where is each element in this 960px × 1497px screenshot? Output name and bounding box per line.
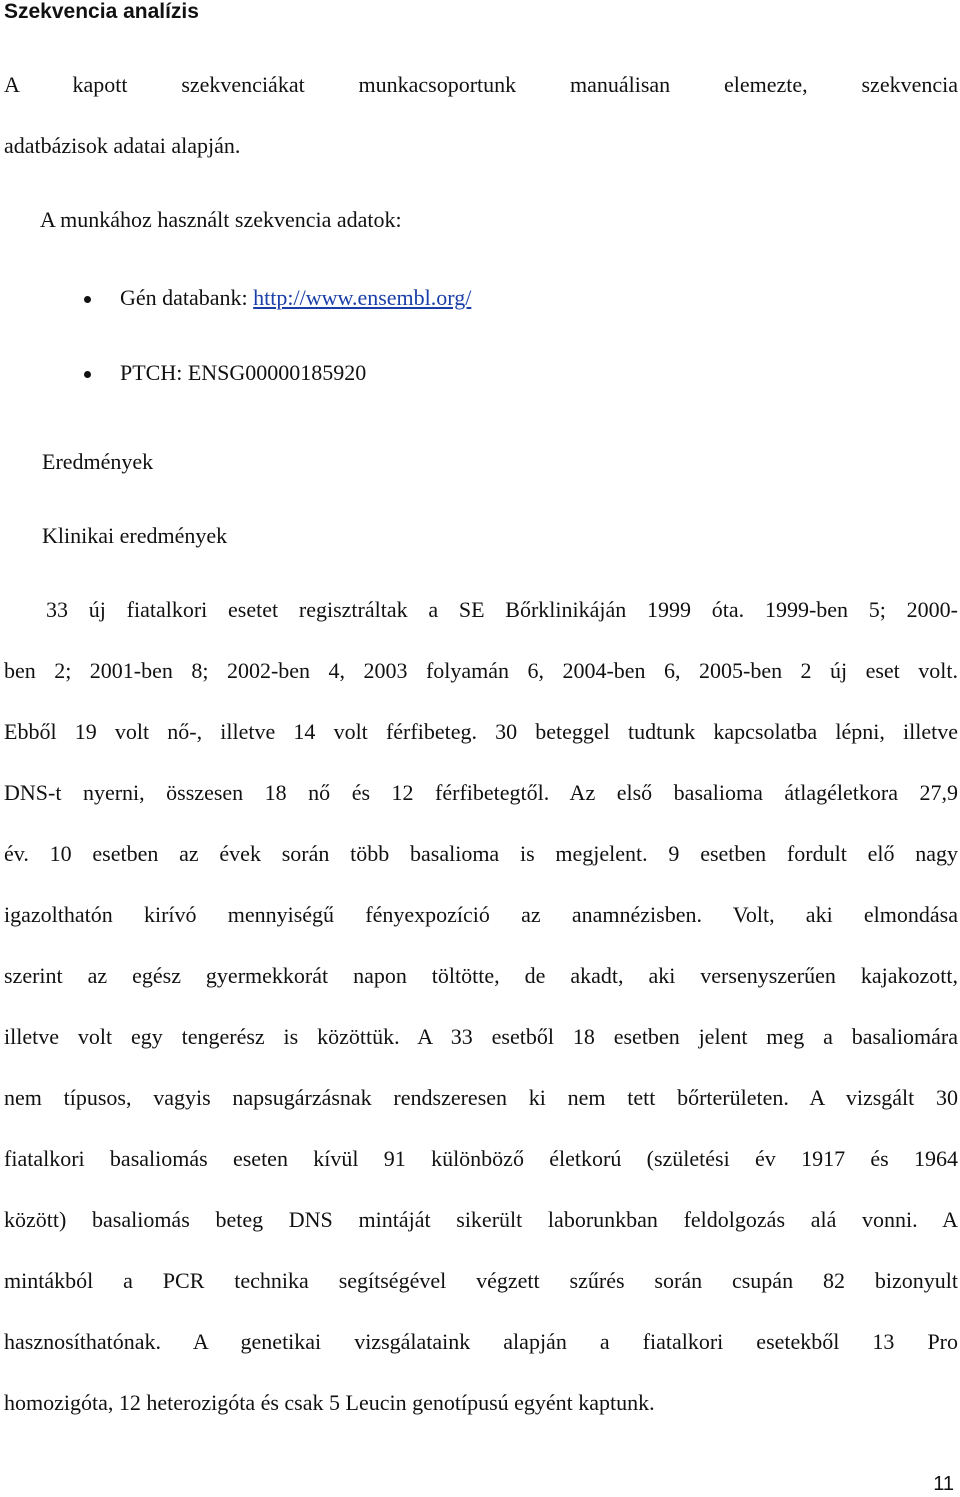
section-title: Szekvencia analízis [4, 0, 199, 23]
paragraph-line: év. 10 esetben az évek során több basalioma is megjelent. 9 esetben fordult elő nagy [4, 841, 958, 866]
clinical-heading: Klinikai eredmények [42, 523, 228, 548]
paragraph-line: illetve volt egy tengerész is közöttük. A 33 esetből 18 esetben jelent meg a basaliomára [4, 1024, 958, 1049]
paragraph-line: mintákból a PCR technika segítségével végzett szűrés során csupán 82 bizonyult [4, 1268, 958, 1293]
paragraph-line: fiatalkori basaliomás eseten kívül 91 különböző életkorú (születési év 1917 és 1964 [4, 1146, 958, 1171]
paragraph-line: között) basaliomás beteg DNS mintáját sikerült laborunkban feldolgozás alá vonni. A [4, 1207, 958, 1232]
ptch-id: PTCH: ENSG00000185920 [120, 360, 367, 385]
bullet-dot-icon [84, 296, 91, 303]
intro-line-2: adatbázisok adatai alapján. [4, 133, 241, 158]
data-lead: A munkához használt szekvencia adatok: [40, 207, 402, 232]
paragraph-line: nem típusos, vagyis napsugárzásnak rendszeresen ki nem tett bőrterületen. A vizsgált 30 [4, 1085, 958, 1110]
bullet-dot-icon [84, 371, 91, 378]
paragraph-line: szerint az egész gyermekkorát napon töltötte, de akadt, aki versenyszerűen kajakozott, [4, 963, 958, 988]
paragraph-line: DNS-t nyerni, összesen 18 nő és 12 férfibetegtől. Az első basalioma átlagéletkora 27,9 [4, 780, 958, 805]
paragraph-line: ben 2; 2001-ben 8; 2002-ben 4, 2003 folyamán 6, 2004-ben 6, 2005-ben 2 új eset volt. [4, 658, 958, 683]
paragraph-line: igazolthatón kirívó mennyiségű fényexpozíció az anamnézisben. Volt, aki elmondása [4, 902, 958, 927]
page-number: 11 [933, 1473, 954, 1495]
paragraph-line: 33 új fiatalkori esetet regisztráltak a SE Bőrklinikáján 1999 óta. 1999-ben 5; 2000- [46, 597, 958, 622]
paragraph-line: Ebből 19 volt nő-, illetve 14 volt férfibeteg. 30 beteggel tudtunk kapcsolatba lépni, illetve [4, 719, 958, 744]
results-heading: Eredmények [42, 449, 154, 474]
intro-line-1: A kapott szekvenciákat munkacsoportunk manuálisan elemezte, szekvencia [4, 72, 958, 97]
paragraph-line: homozigóta, 12 heterozigóta és csak 5 Leucin genotípusú egyént kaptunk. [4, 1390, 655, 1415]
genbank-link[interactable]: http://www.ensembl.org/ [253, 285, 472, 310]
genbank-label: Gén databank: [120, 285, 254, 310]
paragraph-line: hasznosíthatónak. A genetikai vizsgálataink alapján a fiatalkori esetekből 13 Pro [4, 1329, 958, 1354]
